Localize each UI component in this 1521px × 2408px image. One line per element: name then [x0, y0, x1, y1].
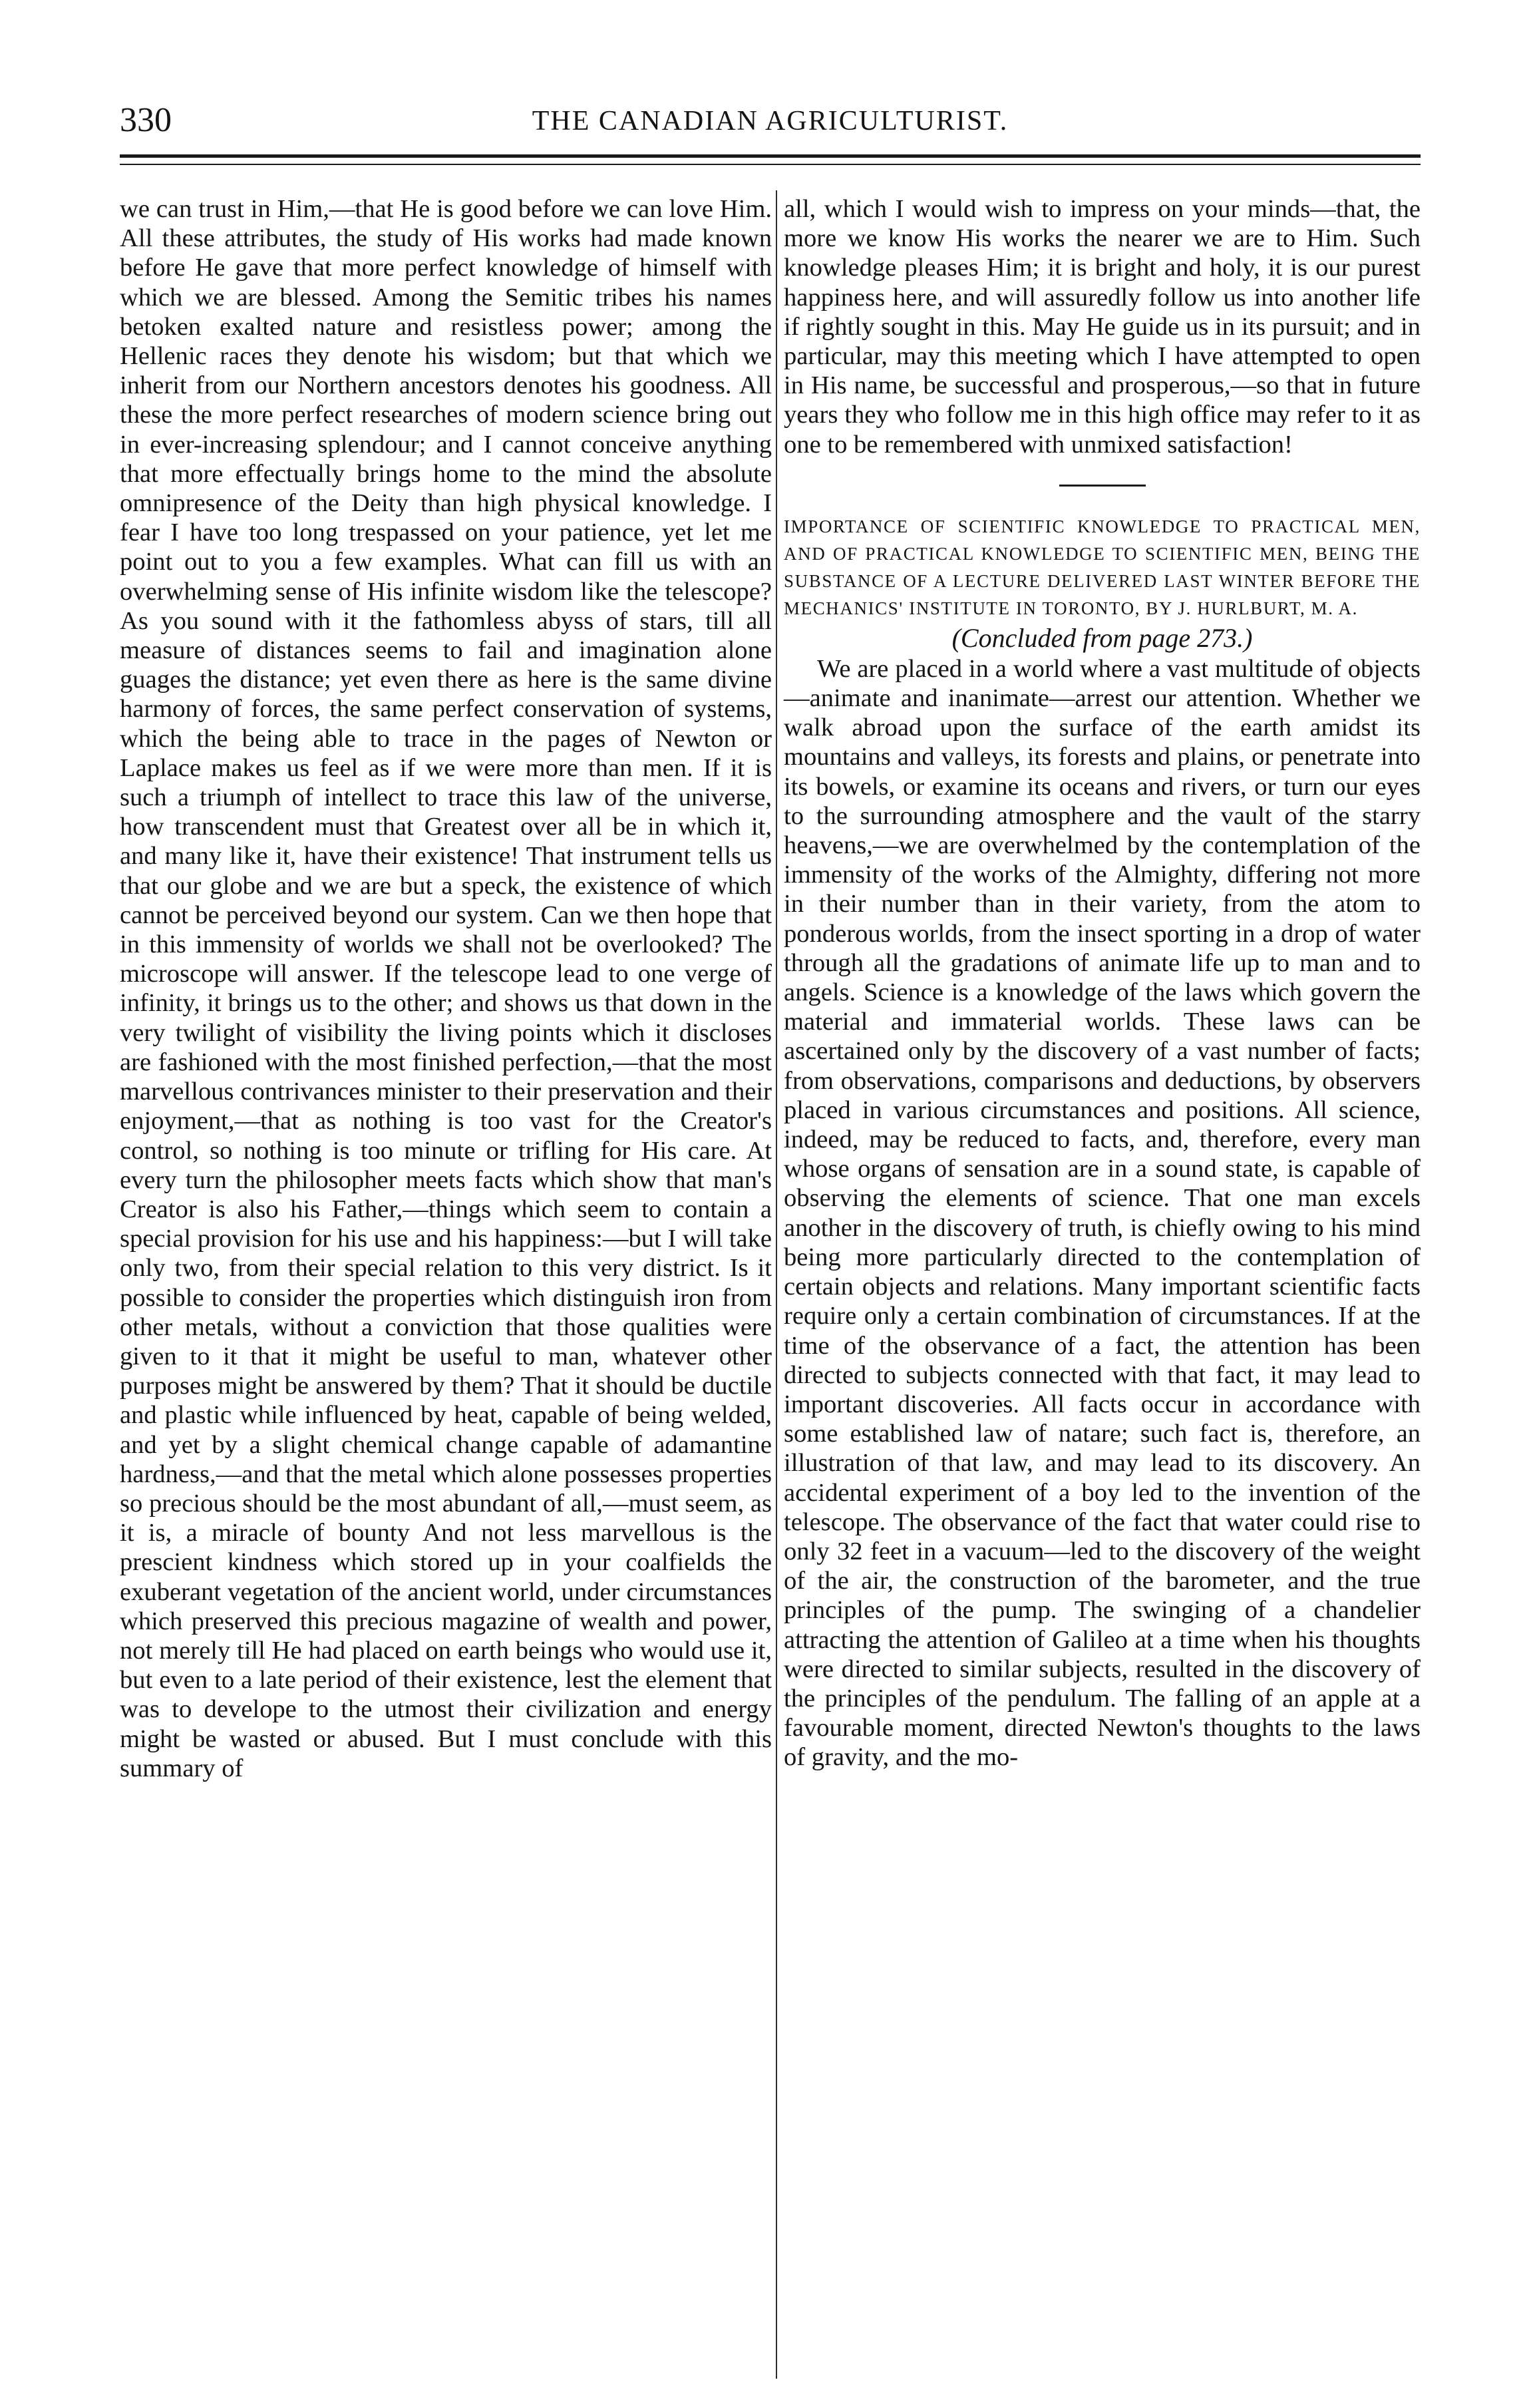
article-body: We are placed in a world where a vast multitude of objects—animate and inanimate—arrest our attention. Whether we walk abroad upon the surface of the earth amidst its mountains and valleys, its forests and plains, or penetrate into its bowels, or examine its oceans and rivers, or turn our eyes to the surrounding atmosphere and the vault of the starry heavens,—we are overwhelmed by the contemplation of the immensity of the works of the Almighty, differing not more in their number than in their variety, from the atom to ponderous worlds, from the insect sporting in a drop of water through all the gradations of animate life up to man and to angels. Science is a knowledge of the laws which govern the material and immaterial worlds. These laws can be ascertained only by the discovery of a vast number of facts; from observations, comparisons and deductions, by observers placed in various circumstances and positions. All science, indeed, may be reduced to facts, and, therefore, every man whose organs of sensation are in a sound state, is capable of observing the elements of science. That one man excels another in the discovery of truth, is chiefly owing to his mind being more particularly directed to the contemplation of certain objects and relations. Many important scientific facts require only a certain combination of circumstances. If at the time of the observance of a fact, the attention has been directed to subjects connected with that fact, it may lead to important discoveries. All facts occur in accordance with some established law of natare; such fact is, therefore, an illustration of that law, and may lead to its discovery. An accidental experiment of a boy led to the invention of the telescope. The observance of the fact that water could rise to only 32 feet in a vacuum—led to the discovery of the weight of the air, the construction of the barometer, and the true principles of the pump. The swinging of a chandelier attracting the attention of Galileo at a time when his thoughts were directed to similar subjects, resulted in the discovery of the principles of the pendulum. The falling of an apple at a favourable moment, directed Newton's thoughts to the laws of gravity, and the mo-	[784, 654, 1421, 1772]
page-number: 330	[120, 101, 172, 139]
header-rule-thick	[120, 154, 1421, 158]
page-header	[120, 100, 1421, 146]
left-column-text: we can trust in Him,—that He is good before we can love Him. All these attributes, the study of His works had made known before He gave that more perfect knowledge of himself with which we are blessed. Among the Semitic tribes his names betoken exalted nature and resistless power; among the Hellenic races they denote his wisdom; but that which we inherit from our Northern ancestors denotes his goodness. All these the more perfect researches of modern science bring out in ever-increasing splendour; and I cannot conceive anything that more effectually brings home to the mind the absolute omnipresence of the Deity than high physical knowledge. I fear I have too long trespassed on your patience, yet let me point out to you a few examples. What can fill us with an overwhelming sense of His infinite wisdom like the telescope? As you sound with it the fathomless abyss of stars, till all measure of distances seems to fail and imagination alone guages the distance; yet even there as here is the same divine harmony of forces, the same perfect conservation of systems, which the being able to trace in the pages of Newton or Laplace makes us feel as if we were more than men. If it is such a triumph of intellect to trace this law of the universe, how transcendent must that Greatest over all be in which it, and many like it, have their existence! That instrument tells us that our globe and we are but a speck, the existence of which cannot be perceived beyond our system. Can we then hope that in this immensity of worlds we shall not be overlooked? The microscope will answer. If the telescope lead to one verge of infinity, it brings us to the other; and shows us that down in the very twilight of visibility the living points which it discloses are fashioned with the most finished perfection,—that the most marvellous contrivances minister to their preservation and their enjoyment,—that as nothing is too vast for the Creator's control, so nothing is too minute or trifling for His care. At every turn the philosopher meets facts which show that man's Creator is also his Father,—things which seem to contain a special provision for his use and his happiness:—but I will take only two, from their special relation to this very district. Is it possible to consider the properties which distinguish iron from other metals, without a conviction that those qualities were given to it that it might be useful to man, whatever other purposes might be answered by them? That it should be ductile and plastic while influenced by heat, capable of being welded, and yet by a slight chemical change capable of adamantine hardness,—and that the metal which alone possesses properties so precious should be the most abundant of all,—must seem, as it is, a miracle of bounty And not less marvellous is the prescient kindness which stored up in your coalfields the exuberant vegetation of the ancient world, under circumstances which preserved this precious magazine of wealth and power, not merely till He had placed on earth beings who would use it, but even to a late period of their existence, lest the element that was to develope to the utmost their civilization and energy might be wasted or abused. But I must conclude with this summary of	[120, 195, 772, 1782]
article-separator	[1059, 485, 1146, 487]
right-column	[784, 194, 1421, 1772]
left-column	[120, 194, 772, 1783]
article-title: IMPORTANCE OF SCIENTIFIC KNOWLEDGE TO PRACTICAL MEN, AND OF PRACTICAL KNOWLEDGE TO SCIENTIFIC MEN, BEING THE SUBSTANCE OF A LECTURE DELIVERED LAST WINTER BEFORE THE MECHANICS' INSTITUTE IN TORONTO, BY J. HURLBURT, M. A.	[784, 516, 1421, 618]
closing-paragraph: all, which I would wish to impress on your minds—that, the more we know His works the nearer we are to Him. Such knowledge pleases Him; it is bright and holy, it is our purest happiness here, and will assuredly follow us into another life if rightly sought in this. May He guide us in its pursuit; and in particular, may this meeting which I have attempted to open in His name, be successful and prosperous,—so that in future years they who follow me in this high office may refer to it as one to be remembered with unmixed satisfaction!	[784, 195, 1421, 459]
article-continuation-note: (Concluded from page 273.)	[951, 622, 1253, 653]
column-divider	[776, 190, 777, 2379]
header-rule-thin	[120, 164, 1421, 165]
running-title: THE CANADIAN AGRICULTURIST.	[532, 106, 1009, 136]
